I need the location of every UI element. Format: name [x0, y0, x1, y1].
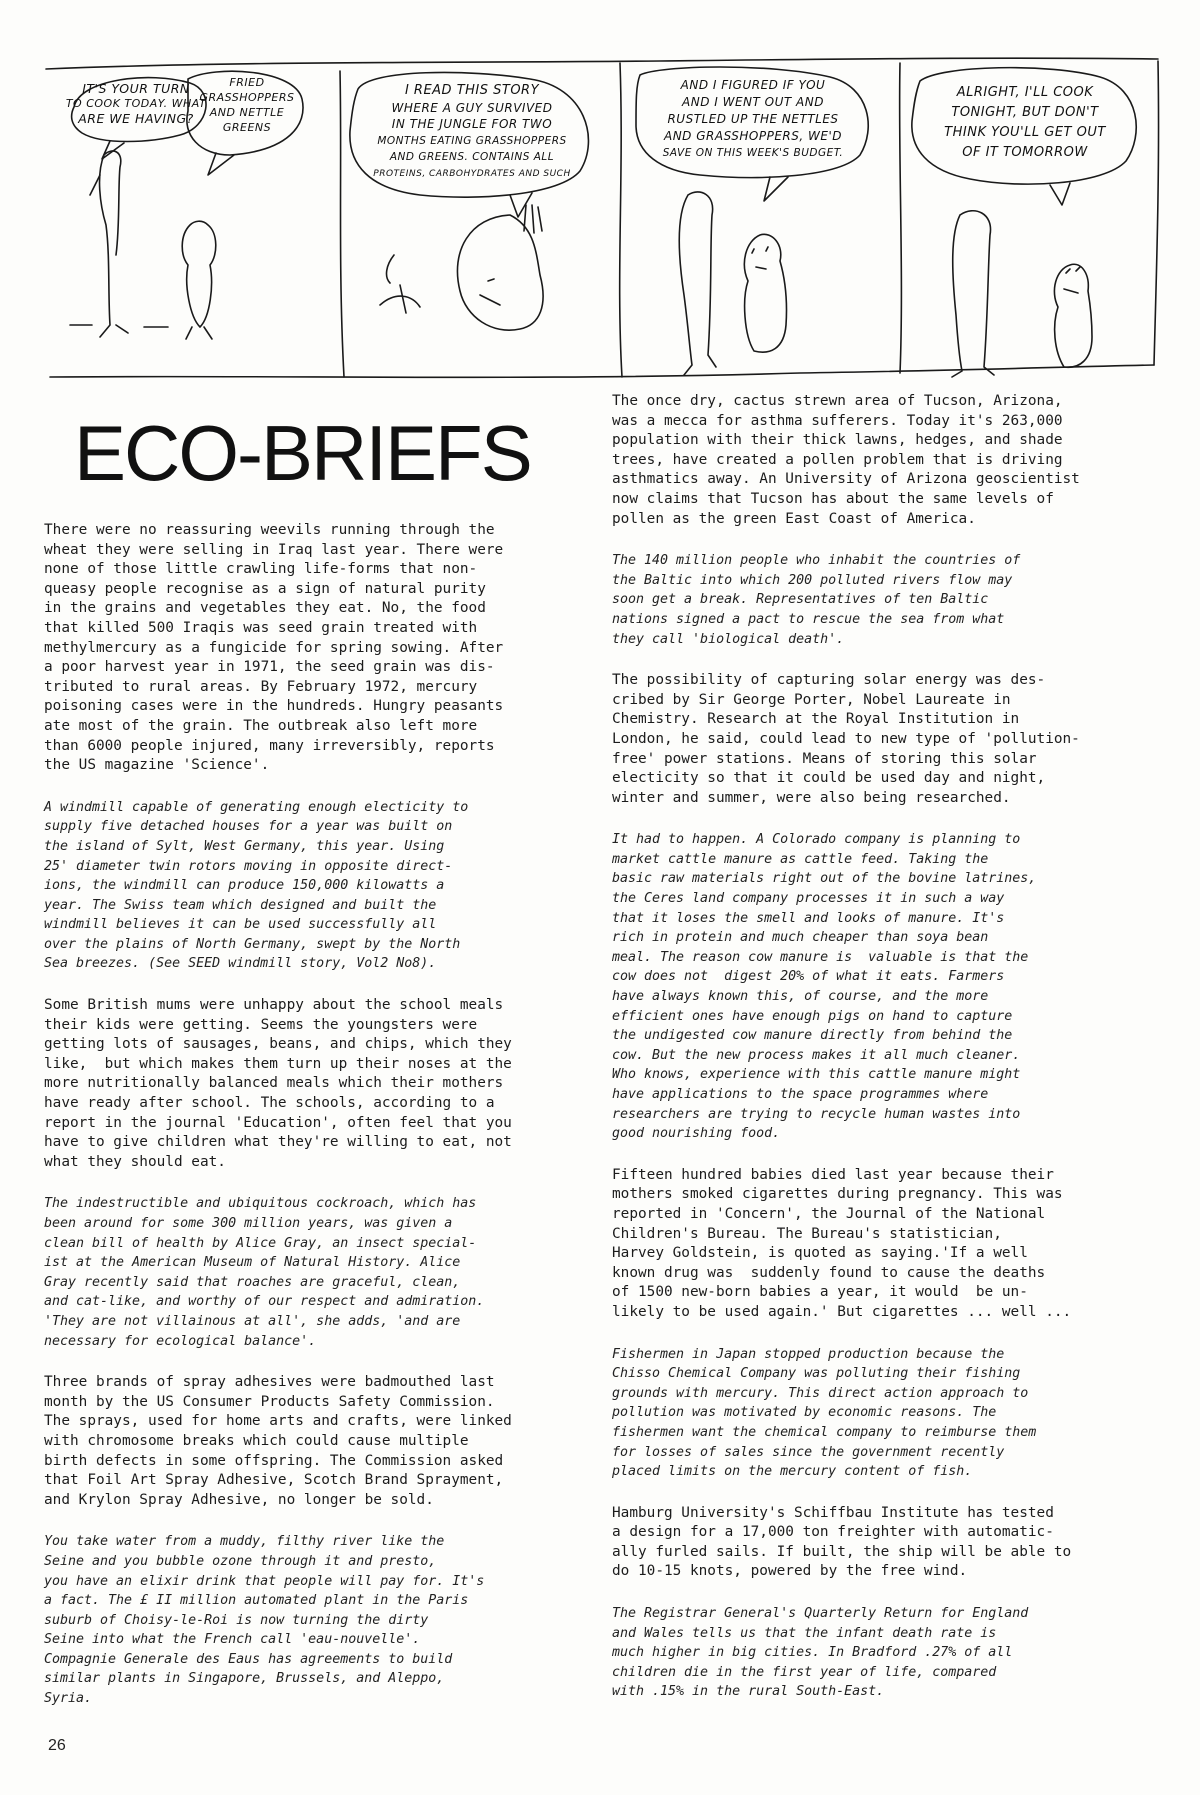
panel2-speech: [354, 83, 590, 182]
panel-divider-1: [340, 71, 344, 377]
text-line: free' power stations. Means of storing this solar: [612, 750, 1037, 767]
text-line: that it loses the smell and looks of manure. It's: [612, 910, 1005, 926]
speech-line: WHERE A GUY SURVIVED: [391, 100, 553, 115]
text-line: Chemistry. Research at the Royal Institution in: [612, 711, 1020, 728]
text-line: Harvey Goldstein, is quoted as saying.'If a well: [612, 1245, 1028, 1262]
text-line: tributed to rural areas. By February 1972, mercury: [44, 678, 478, 695]
text-line: than 6000 people injured, many irreversibly, reports: [44, 737, 495, 754]
speech-line: ALRIGHT, I'LL COOK: [956, 85, 1094, 100]
panel2-head-left: [380, 255, 420, 313]
text-line: you have an elixir drink that people will pay for. It's: [44, 1573, 485, 1589]
text-line: clean bill of health by Alice Gray, an insect special-: [44, 1235, 477, 1251]
text-line: Some British mums were unhappy about the school meals: [44, 997, 504, 1014]
text-line: and cat-like, and worthy of our respect and admiration.: [44, 1294, 485, 1310]
text-line: for losses of sales since the government recently: [612, 1444, 1005, 1460]
text-line: researchers are trying to recycle human wastes into: [612, 1106, 1021, 1122]
text-line: a fact. The £ II million automated plant in the Paris: [44, 1593, 469, 1609]
text-line: ist at the American Museum of Natural History. Alice: [44, 1255, 461, 1271]
speech-line: RUSTLED UP THE NETTLES: [667, 112, 839, 126]
speech-line: SAVE ON THIS WEEK'S BUDGET.: [662, 147, 844, 159]
text-line: methylmercury as a fungicide for spring sowing. After: [44, 639, 504, 656]
text-line: they call 'biological death'.: [612, 631, 845, 647]
speech-line: MONTHS EATING GRASSHOPPERS: [377, 134, 567, 147]
text-line: Sea breezes. (See SEED windmill story, Vol2 No8).: [44, 956, 437, 972]
text-line: winter and summer, were also being researched.: [612, 789, 1011, 806]
text-line: that Foil Art Spray Adhesive, Scotch Brand Sprayment,: [44, 1472, 504, 1489]
text-line: cow. But the new process makes it all much cleaner.: [612, 1047, 1021, 1063]
right-column: [612, 392, 1160, 1702]
text-line: electicity so that it could be used day and night,: [612, 770, 1046, 787]
news-brief: [44, 521, 584, 776]
news-brief: [612, 392, 1160, 529]
panel-divider-3: [900, 63, 902, 373]
text-line: known drug was suddenly found to cause the deaths: [612, 1264, 1046, 1281]
text-line: Three brands of spray adhesives were badmouthed last: [44, 1374, 495, 1391]
text-line: now claims that Tucson has about the same levels of: [612, 490, 1054, 507]
text-line: The once dry, cactus strewn area of Tucson, Arizona,: [612, 393, 1063, 409]
text-line: month by the US Consumer Products Safety Commission.: [44, 1393, 495, 1410]
text-line: There were no reassuring weevils running through the: [44, 522, 495, 538]
text-line: birth defects in some offspring. The Commission asked: [44, 1452, 504, 1469]
speech-line: IT'S YOUR TURN: [82, 81, 190, 96]
speech-line: IN THE JUNGLE FOR TWO: [391, 117, 553, 131]
panel4-figure-tall: [952, 211, 994, 377]
text-line: report in the journal 'Education', often feel that you: [44, 1114, 512, 1131]
speech-line: AND GRASSHOPPERS, WE'D: [664, 129, 842, 143]
text-line: The indestructible and ubiquitous cockroach, which has: [44, 1196, 477, 1212]
text-line: Syria.: [44, 1691, 93, 1707]
text-line: basic raw materials right out of the bovine latrines,: [612, 871, 1037, 887]
text-line: with chromosome breaks which could cause multiple: [44, 1432, 469, 1449]
text-line: a poor harvest year in 1971, the seed grain was dis-: [44, 659, 495, 676]
news-brief: [44, 798, 584, 974]
text-line: what they should eat.: [44, 1153, 226, 1170]
speech-line: I READ THIS STORY: [404, 83, 540, 98]
speech-line: OF IT TOMORROW: [962, 145, 1088, 160]
text-line: queasy people recognise as a sign of natural purity: [44, 580, 486, 597]
text-line: pollution was motivated by economic reasons. The: [612, 1405, 997, 1421]
text-line: reported in 'Concern', the Journal of the National: [612, 1205, 1046, 1222]
text-line: windmill believes it can be used successfully all: [44, 917, 437, 933]
speech-line: GREENS: [222, 121, 272, 134]
panel1-figure-tall: [100, 151, 128, 337]
text-line: Seine into what the French call 'eau-nouvelle'.: [44, 1632, 421, 1648]
text-line: It had to happen. A Colorado company is planning to: [612, 832, 1021, 848]
speech-line: FRIED: [229, 76, 265, 89]
news-brief: [44, 1532, 584, 1708]
text-line: and Wales tells us that the infant death rate is: [612, 1625, 997, 1641]
text-line: like, but which makes them turn up their noses at the: [44, 1055, 512, 1072]
text-line: good nourishing food.: [612, 1126, 781, 1142]
text-line: Gray recently said that roaches are graceful, clean,: [44, 1274, 461, 1290]
text-line: Fishermen in Japan stopped production because the: [612, 1346, 1005, 1362]
panel1-speech-left: [64, 81, 208, 126]
news-brief: [44, 1194, 584, 1351]
text-line: suburb of Choisy-le-Roi is now turning the dirty: [44, 1612, 429, 1628]
speech-line: TONIGHT, BUT DON'T: [951, 105, 1099, 120]
page-headline: ECO-BRIEFS: [74, 409, 531, 497]
text-line: market cattle manure as cattle feed. Taking the: [612, 851, 989, 867]
text-line: meal. The reason cow manure is valuable is that the: [612, 949, 1029, 965]
news-brief: [612, 1345, 1160, 1482]
news-brief: [612, 1604, 1160, 1702]
text-line: a design for a 17,000 ton freighter with automatic-: [612, 1524, 1054, 1541]
text-line: Who knows, experience with this cattle manure might: [612, 1067, 1021, 1083]
speech-line: TO COOK TODAY. WHAT: [65, 97, 207, 110]
strip-right-edge: [1154, 61, 1159, 365]
text-line: ions, the windmill can produce 150,000 kilowatts a: [44, 878, 445, 894]
panel3-figure-short: [744, 234, 786, 352]
text-line: the undigested cow manure directly from behind the: [612, 1028, 1013, 1044]
text-line: The possibility of capturing solar energy was des-: [612, 672, 1046, 689]
speech-line: AND GREENS. CONTAINS ALL: [389, 151, 555, 163]
text-line: A windmill capable of generating enough electicity to: [44, 799, 469, 815]
text-line: the island of Sylt, West Germany, this year. Using: [44, 838, 445, 854]
panel4-speech: [914, 83, 1136, 163]
text-line: none of those little crawling life-forms that non-: [44, 561, 478, 578]
text-line: likely to be used again.' But cigarettes ... well ...: [612, 1303, 1072, 1320]
text-line: that killed 500 Iraqis was seed grain treated with: [44, 619, 478, 636]
text-line: getting lots of sausages, beans, and chips, which they: [44, 1036, 512, 1053]
text-line: mothers smoked cigarettes during pregnancy. This was: [612, 1186, 1063, 1203]
speech-line: AND I WENT OUT AND: [682, 95, 824, 109]
speech-line: ARE WE HAVING?: [78, 111, 194, 126]
text-line: placed limits on the mercury content of fish.: [612, 1464, 973, 1480]
text-line: Children's Bureau. The Bureau's statistician,: [612, 1225, 1002, 1242]
text-line: Fifteen hundred babies died last year because their: [612, 1166, 1054, 1183]
news-brief: [612, 830, 1160, 1144]
text-line: been around for some 300 million years, was given a: [44, 1216, 453, 1231]
news-brief: [612, 671, 1160, 808]
text-line: have ready after school. The schools, according to a: [44, 1095, 495, 1112]
text-line: poisoning cases were in the hundreds. Hungry peasants: [44, 698, 504, 715]
text-line: have applications to the space programmes where: [612, 1087, 989, 1102]
text-line: children die in the first year of life, compared: [612, 1664, 997, 1680]
cartoon-strip: [40, 55, 1165, 385]
speech-line: GRASSHOPPERS: [199, 91, 295, 104]
text-line: much higher in big cities. In Bradford .27% of all: [612, 1645, 1013, 1661]
text-line: rich in protein and much cheaper than soya bean: [612, 930, 989, 946]
text-line: trees, have created a pollen problem that is driving: [612, 451, 1063, 468]
panel2-head-right: [457, 215, 543, 330]
news-brief: [612, 1504, 1160, 1582]
speech-line: AND I FIGURED IF YOU: [680, 78, 826, 92]
text-line: similar plants in Singapore, Brussels, and Aleppo,: [44, 1671, 445, 1687]
text-line: wheat they were selling in Iraq last year. There were: [44, 541, 504, 558]
text-line: Chisso Chemical Company was polluting their fishing: [612, 1366, 1021, 1382]
text-line: their kids were getting. Seems the youngsters were: [44, 1016, 478, 1033]
text-line: soon get a break. Representatives of ten Baltic: [612, 592, 989, 608]
panel4-figure-short: [1054, 264, 1092, 367]
text-line: was a mecca for asthma sufferers. Today it's 263,000: [612, 412, 1063, 429]
text-line: Compagnie Generale des Eaus has agreements to build: [44, 1651, 453, 1667]
text-line: more nutritionally balanced meals which their mothers: [44, 1075, 504, 1092]
speech-line: PROTEINS, CARBOHYDRATES AND SUCH: [373, 168, 571, 179]
text-line: the Baltic into which 200 polluted rivers flow may: [612, 572, 1013, 588]
text-line: The 140 million people who inhabit the countries of: [612, 553, 1021, 569]
text-line: efficient ones have enough pigs on hand to capture: [612, 1008, 1013, 1024]
text-line: and Krylon Spray Adhesive, no longer be sold.: [44, 1491, 434, 1508]
text-line: cow does not digest 20% of what it eats. Farmers: [612, 969, 1005, 985]
text-line: supply five detached houses for a year was built on: [44, 819, 453, 835]
page-number: 26: [48, 1737, 66, 1754]
news-brief: [612, 1166, 1160, 1323]
text-line: the Ceres land company processes it in such a way: [612, 891, 1005, 907]
text-line: 25' diameter twin rotors moving in opposite direct-: [44, 858, 453, 874]
speech-line: THINK YOU'LL GET OUT: [944, 125, 1106, 140]
text-line: the US magazine 'Science'.: [44, 757, 270, 774]
panel1-figure-short: [182, 221, 216, 327]
text-line: Hamburg University's Schiffbau Institute has tested: [612, 1504, 1054, 1521]
panel3-speech: [638, 77, 868, 162]
text-line: population with their thick lawns, hedges, and shade: [612, 432, 1063, 449]
text-line: over the plains of North Germany, swept by the North: [44, 936, 461, 952]
panel3-figure-tall: [679, 192, 716, 375]
text-line: Seine and you bubble ozone through it and presto,: [44, 1553, 437, 1569]
text-line: in the grains and vegetables they eat. No, the food: [44, 600, 486, 617]
text-line: necessary for ecological balance'.: [44, 1333, 317, 1349]
text-line: with .15% in the rural South-East.: [612, 1684, 885, 1700]
text-line: cribed by Sir George Porter, Nobel Laureate in: [612, 691, 1011, 708]
text-line: 'They are not villainous at all', she adds, 'and are: [44, 1313, 461, 1329]
text-line: ally furled sails. If built, the ship will be able to: [612, 1543, 1072, 1560]
speech-line: AND NETTLE: [209, 106, 285, 119]
text-line: ate most of the grain. The outbreak also left more: [44, 717, 478, 734]
panel1-speech-right: [190, 75, 304, 135]
panel-divider-2: [620, 63, 622, 377]
text-line: of 1500 new-born babies a year, it would be un-: [612, 1284, 1028, 1301]
text-line: year. The Swiss team which designed and built the: [44, 897, 437, 913]
left-column: [44, 521, 584, 1709]
text-line: London, he said, could lead to new type of 'pollution-: [612, 730, 1080, 747]
news-brief: [612, 551, 1160, 649]
text-line: do 10-15 knots, powered by the free wind.: [612, 1563, 968, 1580]
text-line: You take water from a muddy, filthy river like the: [44, 1534, 445, 1550]
text-line: fishermen want the chemical company to reimburse them: [612, 1424, 1037, 1440]
text-line: grounds with mercury. This direct action approach to: [612, 1385, 1029, 1401]
text-line: pollen as the green East Coast of America.: [612, 510, 976, 527]
text-line: The Registrar General's Quarterly Return for England: [612, 1606, 1029, 1622]
text-line: asthmatics away. An University of Arizona geoscientist: [612, 471, 1080, 488]
text-line: have to give children what they're willing to eat, not: [44, 1134, 512, 1151]
text-line: have always known this, of course, and the more: [612, 989, 989, 1005]
text-line: The sprays, used for home arts and crafts, were linked: [44, 1413, 512, 1430]
text-line: nations signed a pact to rescue the sea from what: [612, 611, 1005, 627]
news-brief: [44, 1373, 584, 1510]
news-brief: [44, 996, 584, 1172]
